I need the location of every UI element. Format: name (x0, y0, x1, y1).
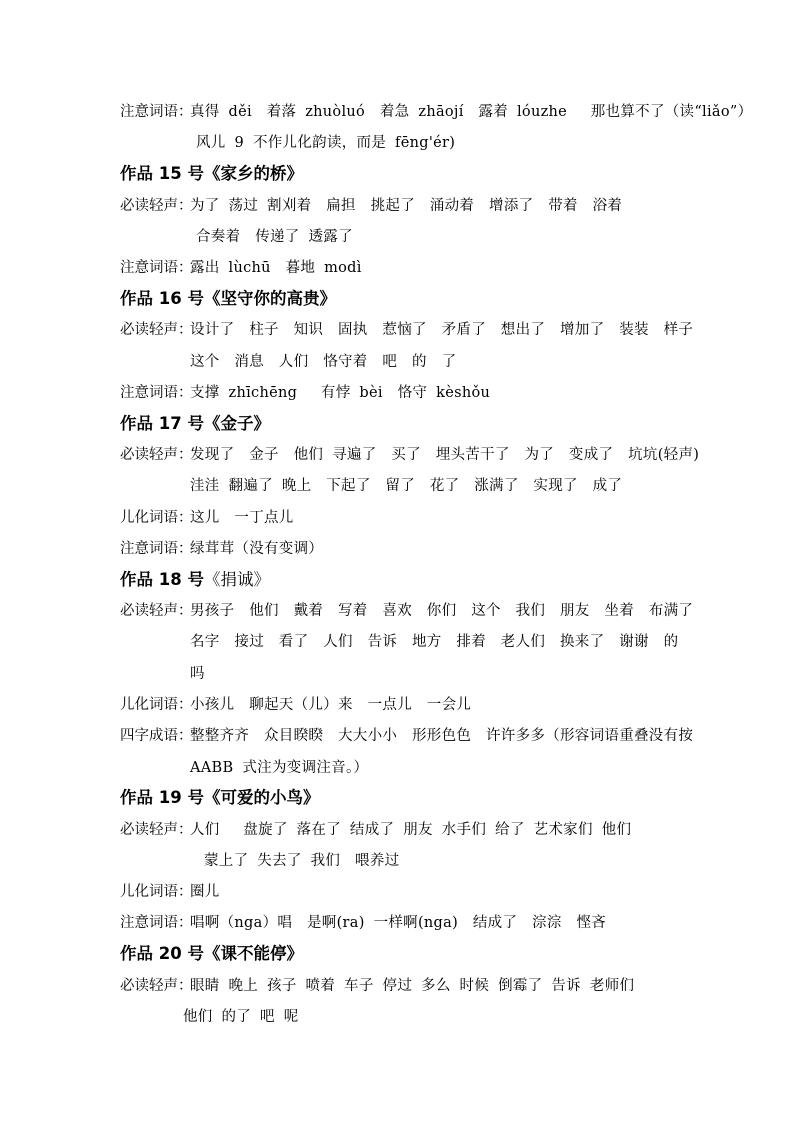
section-title-number: 作品 18 号 (120, 570, 204, 589)
section-title: 作品 19 号《可爱的小鸟》 (120, 788, 320, 807)
neutral-tone-line (120, 821, 682, 839)
section-title: 作品 16 号《坚守你的高贵》 (120, 289, 336, 308)
notes-line (120, 103, 753, 121)
notes-line (120, 259, 682, 277)
line-label: 四字成语： (120, 728, 193, 744)
line-text: 设计了 柱子 知识 固执 惹恼了 矛盾了 想出了 增加了 装装 样子 (190, 322, 694, 338)
line-label: 必读轻声： (120, 198, 193, 214)
line-text: 支撑 zhīchēng 有悖 bèi 恪守 kèshǒu (190, 385, 491, 401)
neutral-tone-line-continued (190, 665, 682, 683)
line-text: 他们 的了 吧 呢 (183, 1009, 299, 1025)
neutral-tone-line (120, 446, 700, 464)
line-label: 注意词语： (120, 541, 193, 557)
neutral-tone-line-continued (190, 633, 682, 651)
line-text: 眼睛 晚上 孩子 喷着 车子 停过 多么 时候 倒霉了 告诉 老师们 (190, 978, 635, 994)
line-text: 露出 lùchū 暮地 modì (190, 260, 362, 276)
line-label: 儿化词语： (120, 697, 193, 713)
line-text: 洼洼 翻遍了 晚上 下起了 留了 花了 涨满了 实现了 成了 (190, 478, 623, 494)
notes-line (120, 914, 682, 932)
line-text: 圈儿 (190, 884, 220, 900)
line-text: 人们 盘旋了 落在了 结成了 朋友 水手们 给了 艺术家们 他们 (190, 822, 632, 838)
line-text: 这儿 一丁点儿 (190, 510, 294, 526)
line-label: 儿化词语： (120, 510, 193, 526)
line-label: 注意词语： (120, 915, 193, 931)
line-text: 吗 (190, 666, 205, 682)
neutral-tone-line (120, 321, 694, 339)
section-title-name: 《捐诚》 (203, 570, 270, 589)
idiom-line-continued (190, 759, 682, 777)
line-label: 必读轻声： (120, 603, 193, 619)
line-text: 为了 荡过 割刈着 扁担 挑起了 涌动着 增添了 带着 浴着 (190, 198, 623, 214)
line-text: AABB 式注为变调注音。） (190, 760, 369, 776)
neutral-tone-line-continued (204, 852, 682, 870)
line-text: 真得 děi 着落 zhuòluó 着急 zhāojí 露着 lóuzhe 那也算不了（读“liǎo”） (190, 104, 753, 120)
section-title: 作品 15 号《家乡的桥》 (120, 164, 303, 183)
neutral-tone-line-continued (190, 477, 682, 495)
neutral-tone-line-continued (183, 1008, 682, 1026)
line-label: 注意词语： (120, 385, 193, 401)
neutral-tone-line-continued (196, 228, 682, 246)
section-title (120, 570, 270, 590)
neutral-tone-line (120, 602, 694, 620)
line-text: 小孩儿 聊起天（儿）来 一点儿 一会儿 (190, 697, 472, 713)
line-label: 必读轻声： (120, 822, 193, 838)
line-text: 整整齐齐 众目睽睽 大大小小 形形色色 许许多多（形容词语重叠没有按 (190, 728, 694, 744)
line-text: 风儿 9 不作儿化韵读，而是 fēng'ér) (196, 135, 456, 151)
line-label: 注意词语： (120, 104, 193, 120)
erhua-line (120, 696, 682, 714)
neutral-tone-line (120, 197, 682, 215)
erhua-line (120, 883, 682, 901)
line-text: 名字 接过 看了 人们 告诉 地方 排着 老人们 换来了 谢谢 的 (190, 634, 679, 650)
line-text: 唱啊（nga）唱 是啊(ra) 一样啊(nga) 结成了 淙淙 悭吝 (190, 915, 607, 931)
line-text: 这个 消息 人们 恪守着 吧 的 了 (190, 354, 457, 370)
notes-line (120, 384, 682, 402)
erhua-line (120, 509, 682, 527)
line-text: 蒙上了 失去了 我们 喂养过 (204, 853, 400, 869)
line-text: 发现了 金子 他们 寻遍了 买了 埋头苦干了 为了 变成了 坑坑(轻声) (190, 447, 700, 463)
section-title: 作品 17 号《金子》 (120, 414, 270, 433)
idiom-line (120, 727, 694, 745)
line-label: 必读轻声： (120, 447, 193, 463)
line-label: 必读轻声： (120, 978, 193, 994)
line-text: 男孩子 他们 戴着 写着 喜欢 你们 这个 我们 朋友 坐着 布满了 (190, 603, 694, 619)
neutral-tone-line (120, 977, 682, 995)
line-label: 儿化词语： (120, 884, 193, 900)
line-text: 合奏着 传递了 透露了 (196, 229, 353, 245)
line-text: 绿茸茸（没有变调） (190, 541, 324, 557)
notes-line-continued (196, 134, 682, 152)
line-label: 注意词语： (120, 260, 193, 276)
section-title: 作品 20 号《课不能停》 (120, 944, 303, 963)
neutral-tone-line-continued (190, 353, 682, 371)
line-label: 必读轻声： (120, 322, 193, 338)
notes-line (120, 540, 682, 558)
